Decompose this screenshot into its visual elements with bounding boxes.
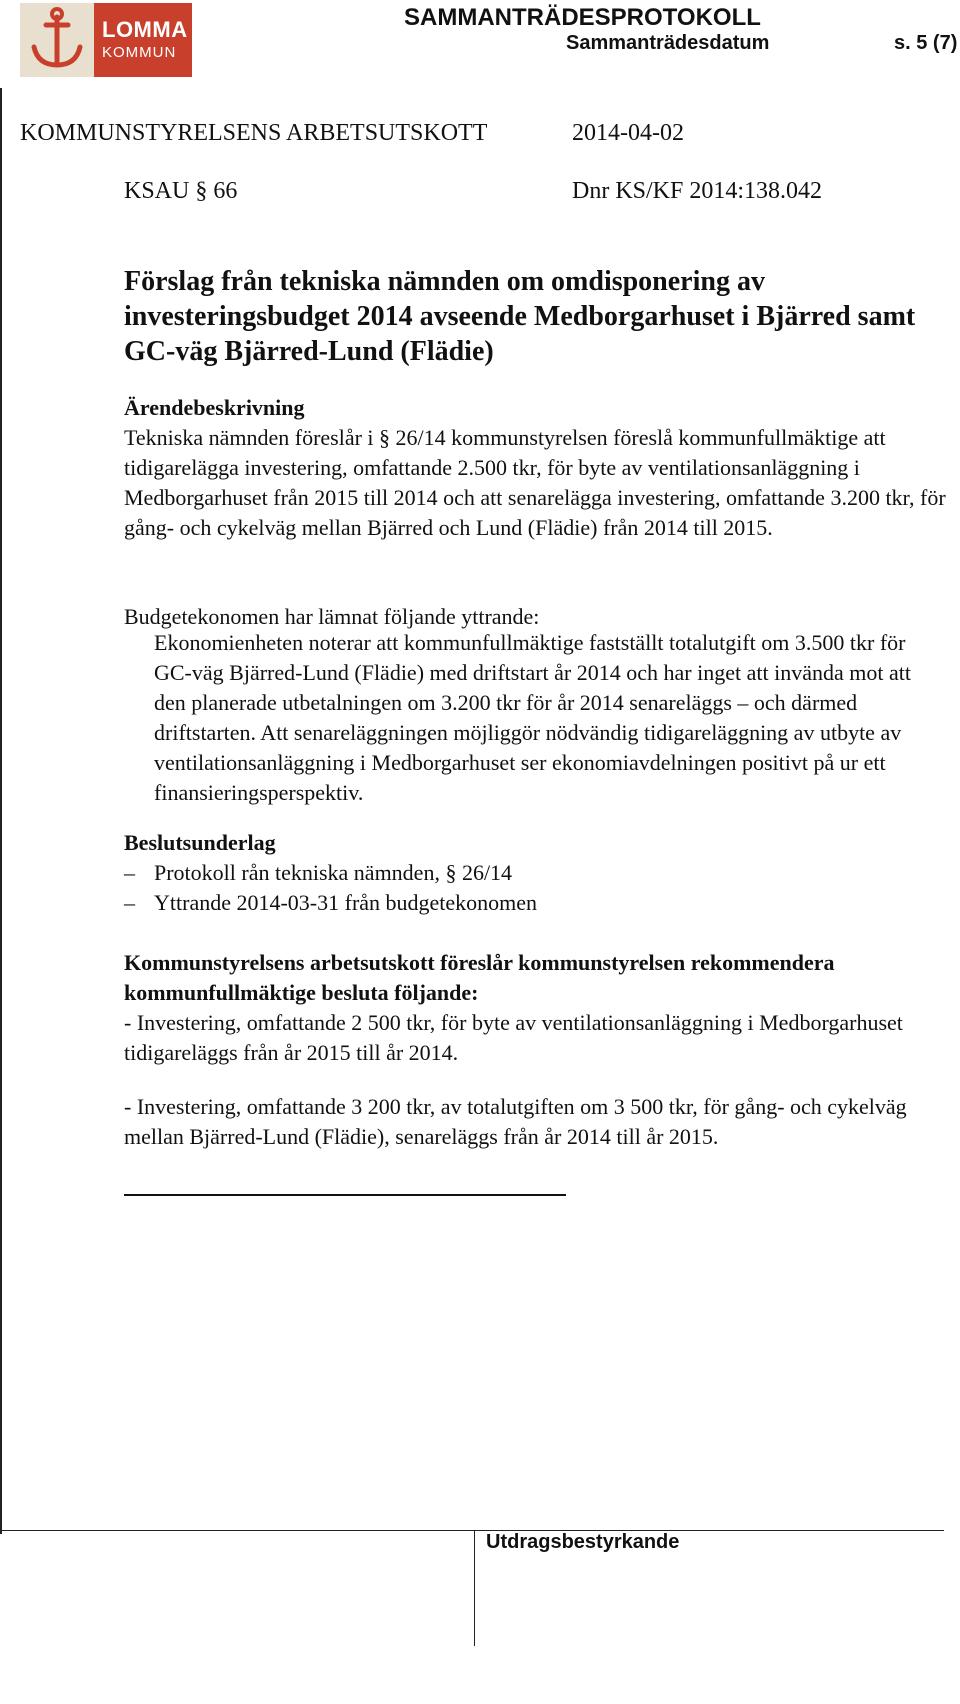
footer-certification-label: Utdragsbestyrkande — [486, 1531, 680, 1553]
footer-divider — [474, 1530, 475, 1646]
logo-text-lomma: LOMMA — [102, 17, 188, 42]
footer-rule — [0, 1530, 944, 1531]
signature-line — [124, 1194, 566, 1196]
left-margin-rule — [0, 88, 2, 1534]
proposal-section — [124, 948, 946, 1068]
budget-statement-quote: Ekonomienheten noterar att kommunfullmäktige fastställt totalutgift om 3.500 tkr för GC-väg Bjärred-Lund (Flädie) med driftstart år 2014 och har inget att invända mot att den planerade utbetalningen om 3.200 tkr för år 2014 senareläggs – och därmed driftstarten. Att senareläggningen möjliggör nödvändig tidigareläggning av utbyte av ventilationsanläggning i Medborgarhuset ser ekonomiavdelningen positivt på ur ett finansieringsperspektiv. — [154, 630, 911, 805]
diary-number: Dnr KS/KF 2014:138.042 — [572, 178, 823, 204]
document-type: SAMMANTRÄDESPROTOKOLL — [404, 4, 761, 31]
list-item-text: Yttrande 2014-03-31 från budgetekonomen — [154, 890, 538, 915]
budget-statement-intro: Budgetekonomen har lämnat följande yttrande: — [124, 604, 540, 629]
anchor-icon — [20, 3, 94, 77]
proposal-heading: Kommunstyrelsens arbetsutskott föreslår kommunstyrelsen rekommendera kommunfullmäktige besluta följande: — [124, 950, 835, 1005]
page-title: Förslag från tekniska nämnden om omdisponering av investeringsbudget 2014 avseende Medborgarhuset i Bjärred samt GC-väg Bjärred-Lund (Flädie) — [124, 266, 916, 367]
list-dash: – — [124, 890, 135, 915]
lomma-kommun-logo — [20, 3, 192, 77]
list-item — [124, 888, 537, 918]
proposal-item-2: - Investering, omfattande 3 200 tkr, av totalutgiften om 3 500 tkr, för gång- och cykelväg mellan Bjärred-Lund (Flädie), senareläggs från år 2014 till år 2015. — [124, 1094, 907, 1149]
logo-text-kommun: KOMMUN — [102, 44, 177, 61]
meeting-date: 2014-04-02 — [572, 120, 684, 146]
case-description — [124, 393, 946, 543]
list-item — [124, 858, 512, 888]
proposal-item-1: - Investering, omfattande 2 500 tkr, för byte av ventilationsanläggning i Medborgarhuset tidigareläggs från år 2015 till år 2014. — [124, 1010, 903, 1065]
committee-name: KOMMUNSTYRELSENS ARBETSUTSKOTT — [20, 120, 488, 146]
list-item-text: Protokoll rån tekniska nämnden, § 26/14 — [154, 860, 513, 885]
list-dash: – — [124, 860, 135, 885]
meeting-date-label: Sammanträdesdatum — [566, 32, 770, 54]
case-description-text: Tekniska nämnden föreslår i § 26/14 kommunstyrelsen föreslå kommunfullmäktige att tidigarelägga investering, omfattande 2.500 tkr, för byte av ventilationsanläggning i Medborgarhuset från 2015 till 2014 och att senarelägga investering, omfattande 3.200 tkr, för gång- och cykelväg mellan Bjärred och Lund (Flädie) från 2014 till 2015. — [124, 425, 946, 540]
decision-basis-heading — [124, 828, 946, 858]
case-description-heading: Ärendebeskrivning — [124, 395, 305, 420]
decision-basis-title: Beslutsunderlag — [124, 830, 276, 855]
page-number: s. 5 (7) — [894, 32, 958, 54]
section-number: KSAU § 66 — [124, 178, 238, 204]
